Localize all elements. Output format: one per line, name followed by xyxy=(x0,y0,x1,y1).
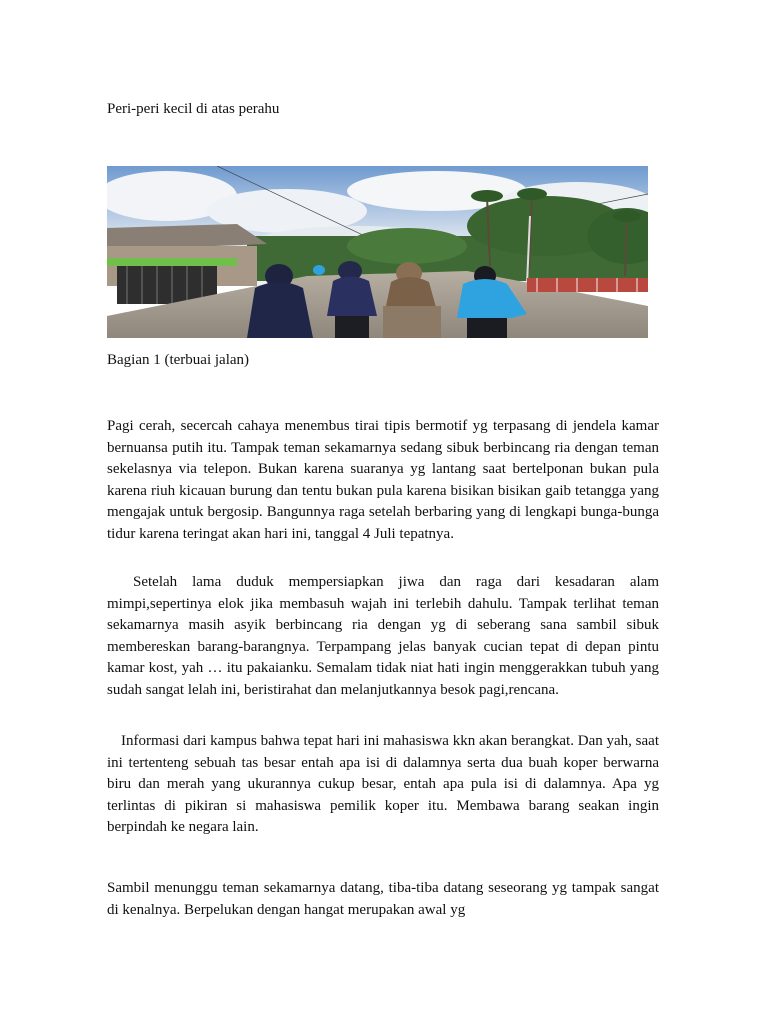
paragraph-4-container xyxy=(107,878,659,921)
document-title: Peri-peri kecil di atas perahu xyxy=(107,101,280,117)
paragraph-1: Pagi cerah, secercah cahaya menembus tirai tipis bermotif yg terpasang di jendela kamar bernuansa putih itu. Tampak teman sekamarnya sedang sibuk berbincang ria dengan teman sekelasnya via telepon. Bukan karena suaranya yg lantang saat bertelponan bukan pula karena riuh kicauan burung dan tentu bukan pula karena bisikan bisikan gaib tetangga yang mengajak untuk bergosip. Bangunnya raga setelah berbaring yang di lengkapi bunga-bunga tidur karena teringat akan hari ini, tanggal 4 Juli tepatnya. xyxy=(107,418,659,542)
street-photo xyxy=(107,166,648,338)
paragraph-4: Sambil menunggu teman sekamarnya datang, tiba-tiba datang seseorang yg tampak sangat di kenalnya. Berpelukan dengan hangat merupakan awal yg xyxy=(107,880,659,918)
paragraph-3-container xyxy=(107,731,659,839)
paragraph-3: Informasi dari kampus bahwa tepat hari ini mahasiswa kkn akan berangkat. Dan yah, saat ini tertenteng sebuah tas besar entah apa isi di dalamnya serta dua buah koper berwarna biru dan merah yang ukurannya cukup besar, entah apa pula isi di dalamnya. Apa yg terlintas di pikiran si mahasiswa pemilik koper itu. Membawa barang seakan ingin berpindah ke negara lain. xyxy=(107,733,659,835)
paragraph-1-container xyxy=(107,416,659,545)
section-caption: Bagian 1 (terbuai jalan) xyxy=(107,352,250,368)
paragraph-2: Setelah lama duduk mempersiapkan jiwa dan raga dari kesadaran alam mimpi,sepertinya elok jika membasuh wajah ini terlebih dahulu. Tampak terlihat teman sekamarnya masih asyik berbincang ria dengan yg di seberang sana sambil sibuk membereskan barang-barangnya. Terpampang jelas banyak cucian tepat di depan pintu kamar kost, yah … itu pakaianku. Semalam tidak niat hati ingin menggerakkan tubuh yang sudah sangat lelah ini, beristirahat dan melanjutkannya besok pagi,rencana. xyxy=(107,574,659,698)
paragraph-2-container xyxy=(107,572,659,701)
